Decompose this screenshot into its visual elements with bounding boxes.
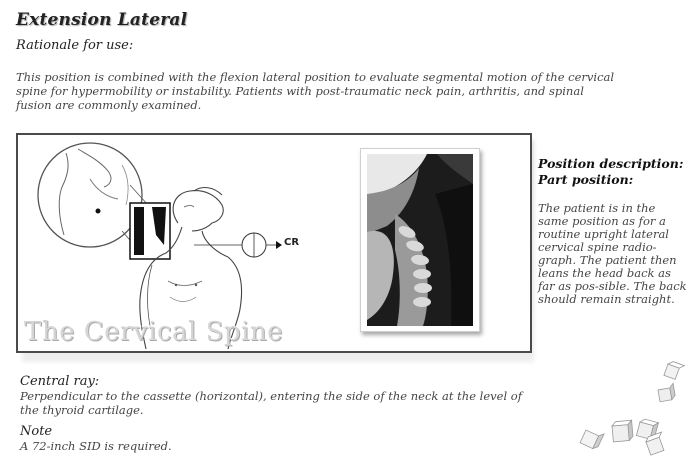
- rationale-text: This position is combined with the flexion lateral position to evaluate segmental motion of the cervical spine for hypermobility or instability. Patients with post-traumatic neck pain, arthritis, and spinal fusion are commonly examined.: [16, 70, 615, 112]
- position-description-heading: Position description:: [538, 156, 684, 171]
- part-position-heading: Part position:: [538, 172, 634, 187]
- xray-frame: [360, 148, 480, 332]
- position-text: The patient is in the same position as for a routine upright lateral cervical spine radio-graph. The patient then leans the head back as far as pos-sible. The back should remain straight.: [538, 201, 687, 306]
- note-text: A 72-inch SID is required.: [20, 439, 172, 453]
- rationale-label: Rationale for use:: [16, 38, 134, 53]
- figure-panel: [16, 133, 532, 353]
- decorative-cubes-icon: [572, 352, 696, 464]
- watermark-text: The Cervical Spine: [24, 317, 283, 347]
- xray-image: [367, 154, 473, 326]
- neck-inset-circle: [38, 143, 142, 247]
- page-title: Extension Lateral: [16, 10, 188, 30]
- central-ray-text: Perpendicular to the cassette (horizontal), entering the side of the neck at the level of the thyroid cartilage.: [20, 389, 522, 417]
- cr-label: CR: [284, 237, 300, 248]
- central-ray-label: Central ray:: [20, 374, 100, 389]
- note-label: Note: [20, 424, 53, 439]
